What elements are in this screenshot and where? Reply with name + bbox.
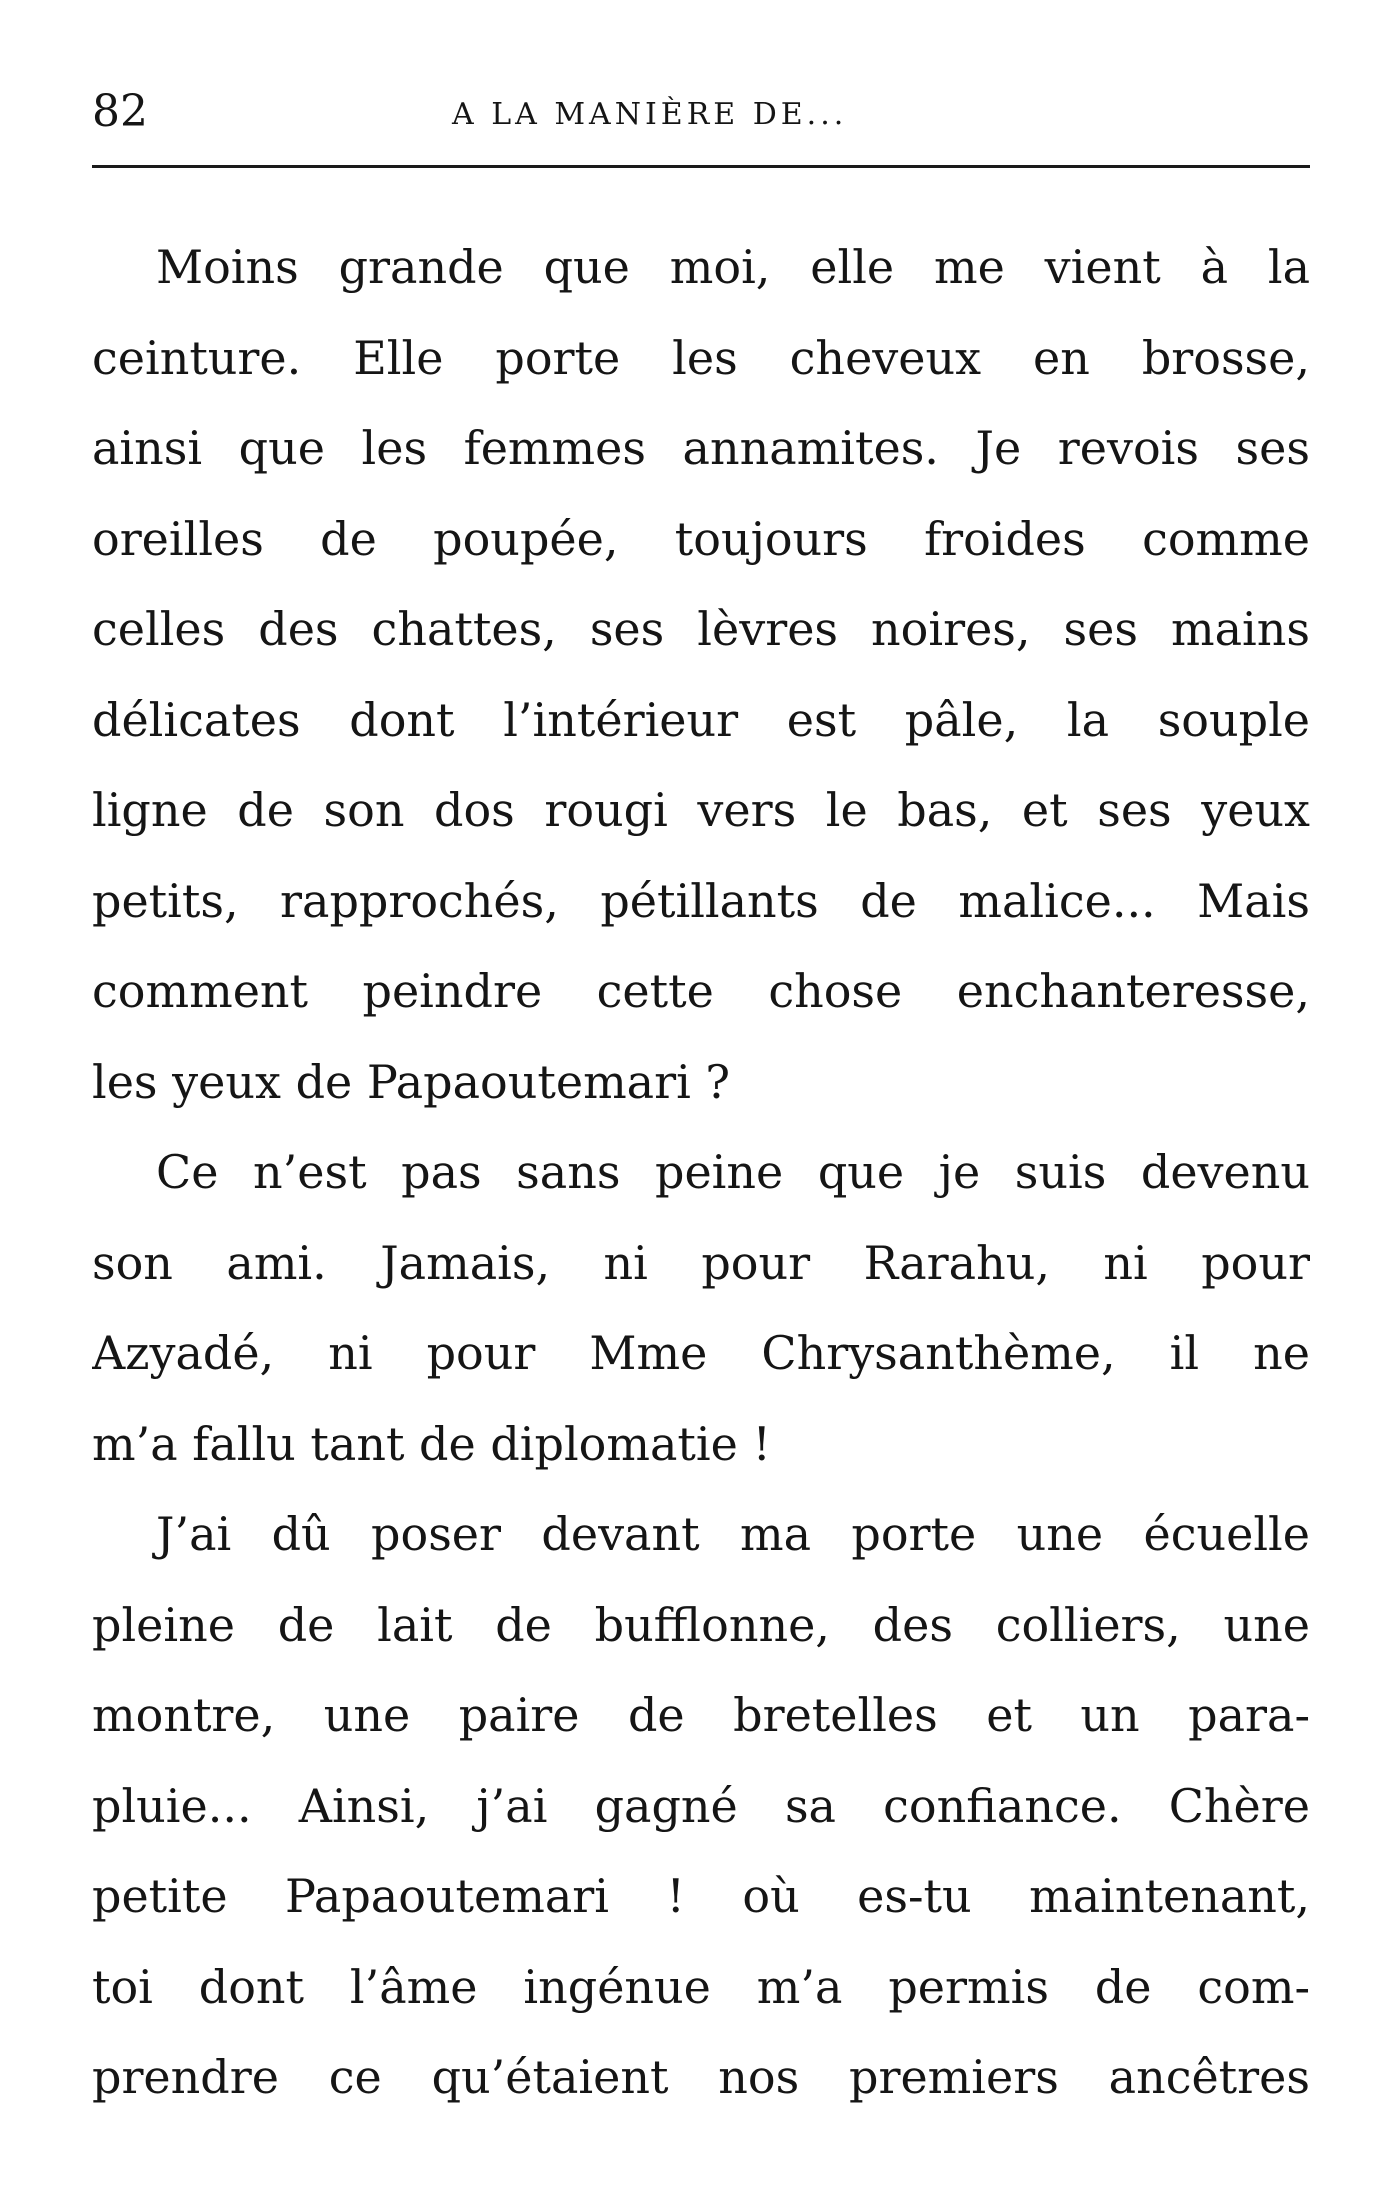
text-line: ligne de son dos rougi vers le bas, et ses yeux — [92, 783, 1310, 837]
text-line: Azyadé, ni pour Mme Chrysanthème, il ne — [92, 1326, 1310, 1380]
text-line: Moins grande que moi, elle me vient à la — [156, 240, 1310, 294]
header-rule — [92, 165, 1310, 168]
text-line: prendre ce qu’étaient nos premiers ancêtres — [92, 2050, 1310, 2104]
text-line: J’ai dû poser devant ma porte une écuelle — [156, 1507, 1310, 1561]
text-line: petite Papaoutemari ! où es-tu maintenant, — [92, 1869, 1310, 1923]
text-line: comment peindre cette chose enchanteresse, — [92, 964, 1310, 1018]
text-line: celles des chattes, ses lèvres noires, ses mains — [92, 602, 1310, 656]
text-line: petits, rapprochés, pétillants de malice... Mais — [92, 873, 1310, 928]
body-text — [92, 222, 1310, 2123]
text-line: montre, une paire de bretelles et un para- — [92, 1688, 1310, 1742]
text-line: m’a fallu tant de diplomatie ! — [92, 1416, 771, 1471]
text-line: son ami. Jamais, ni pour Rarahu, ni pour — [92, 1235, 1310, 1290]
text-line: Ce n’est pas sans peine que je suis devenu — [156, 1145, 1310, 1199]
running-head: A LA MANIÈRE DE... — [452, 97, 848, 132]
text-line: ainsi que les femmes annamites. Je revois ses — [92, 421, 1310, 475]
text-line: pluie... Ainsi, j’ai gagné sa confiance. Chère — [92, 1778, 1310, 1833]
page-header — [92, 82, 1310, 142]
text-line: pleine de lait de bufflonne, des colliers, une — [92, 1597, 1310, 1652]
text-line: ceinture. Elle porte les cheveux en brosse, — [92, 330, 1310, 385]
text-line: oreilles de poupée, toujours froides comme — [92, 511, 1310, 566]
text-line: les yeux de Papaoutemari ? — [92, 1054, 731, 1109]
text-line: toi dont l’âme ingénue m’a permis de com- — [92, 1959, 1310, 2014]
page-number: 82 — [92, 86, 148, 137]
text-line: délicates dont l’intérieur est pâle, la souple — [92, 692, 1310, 747]
